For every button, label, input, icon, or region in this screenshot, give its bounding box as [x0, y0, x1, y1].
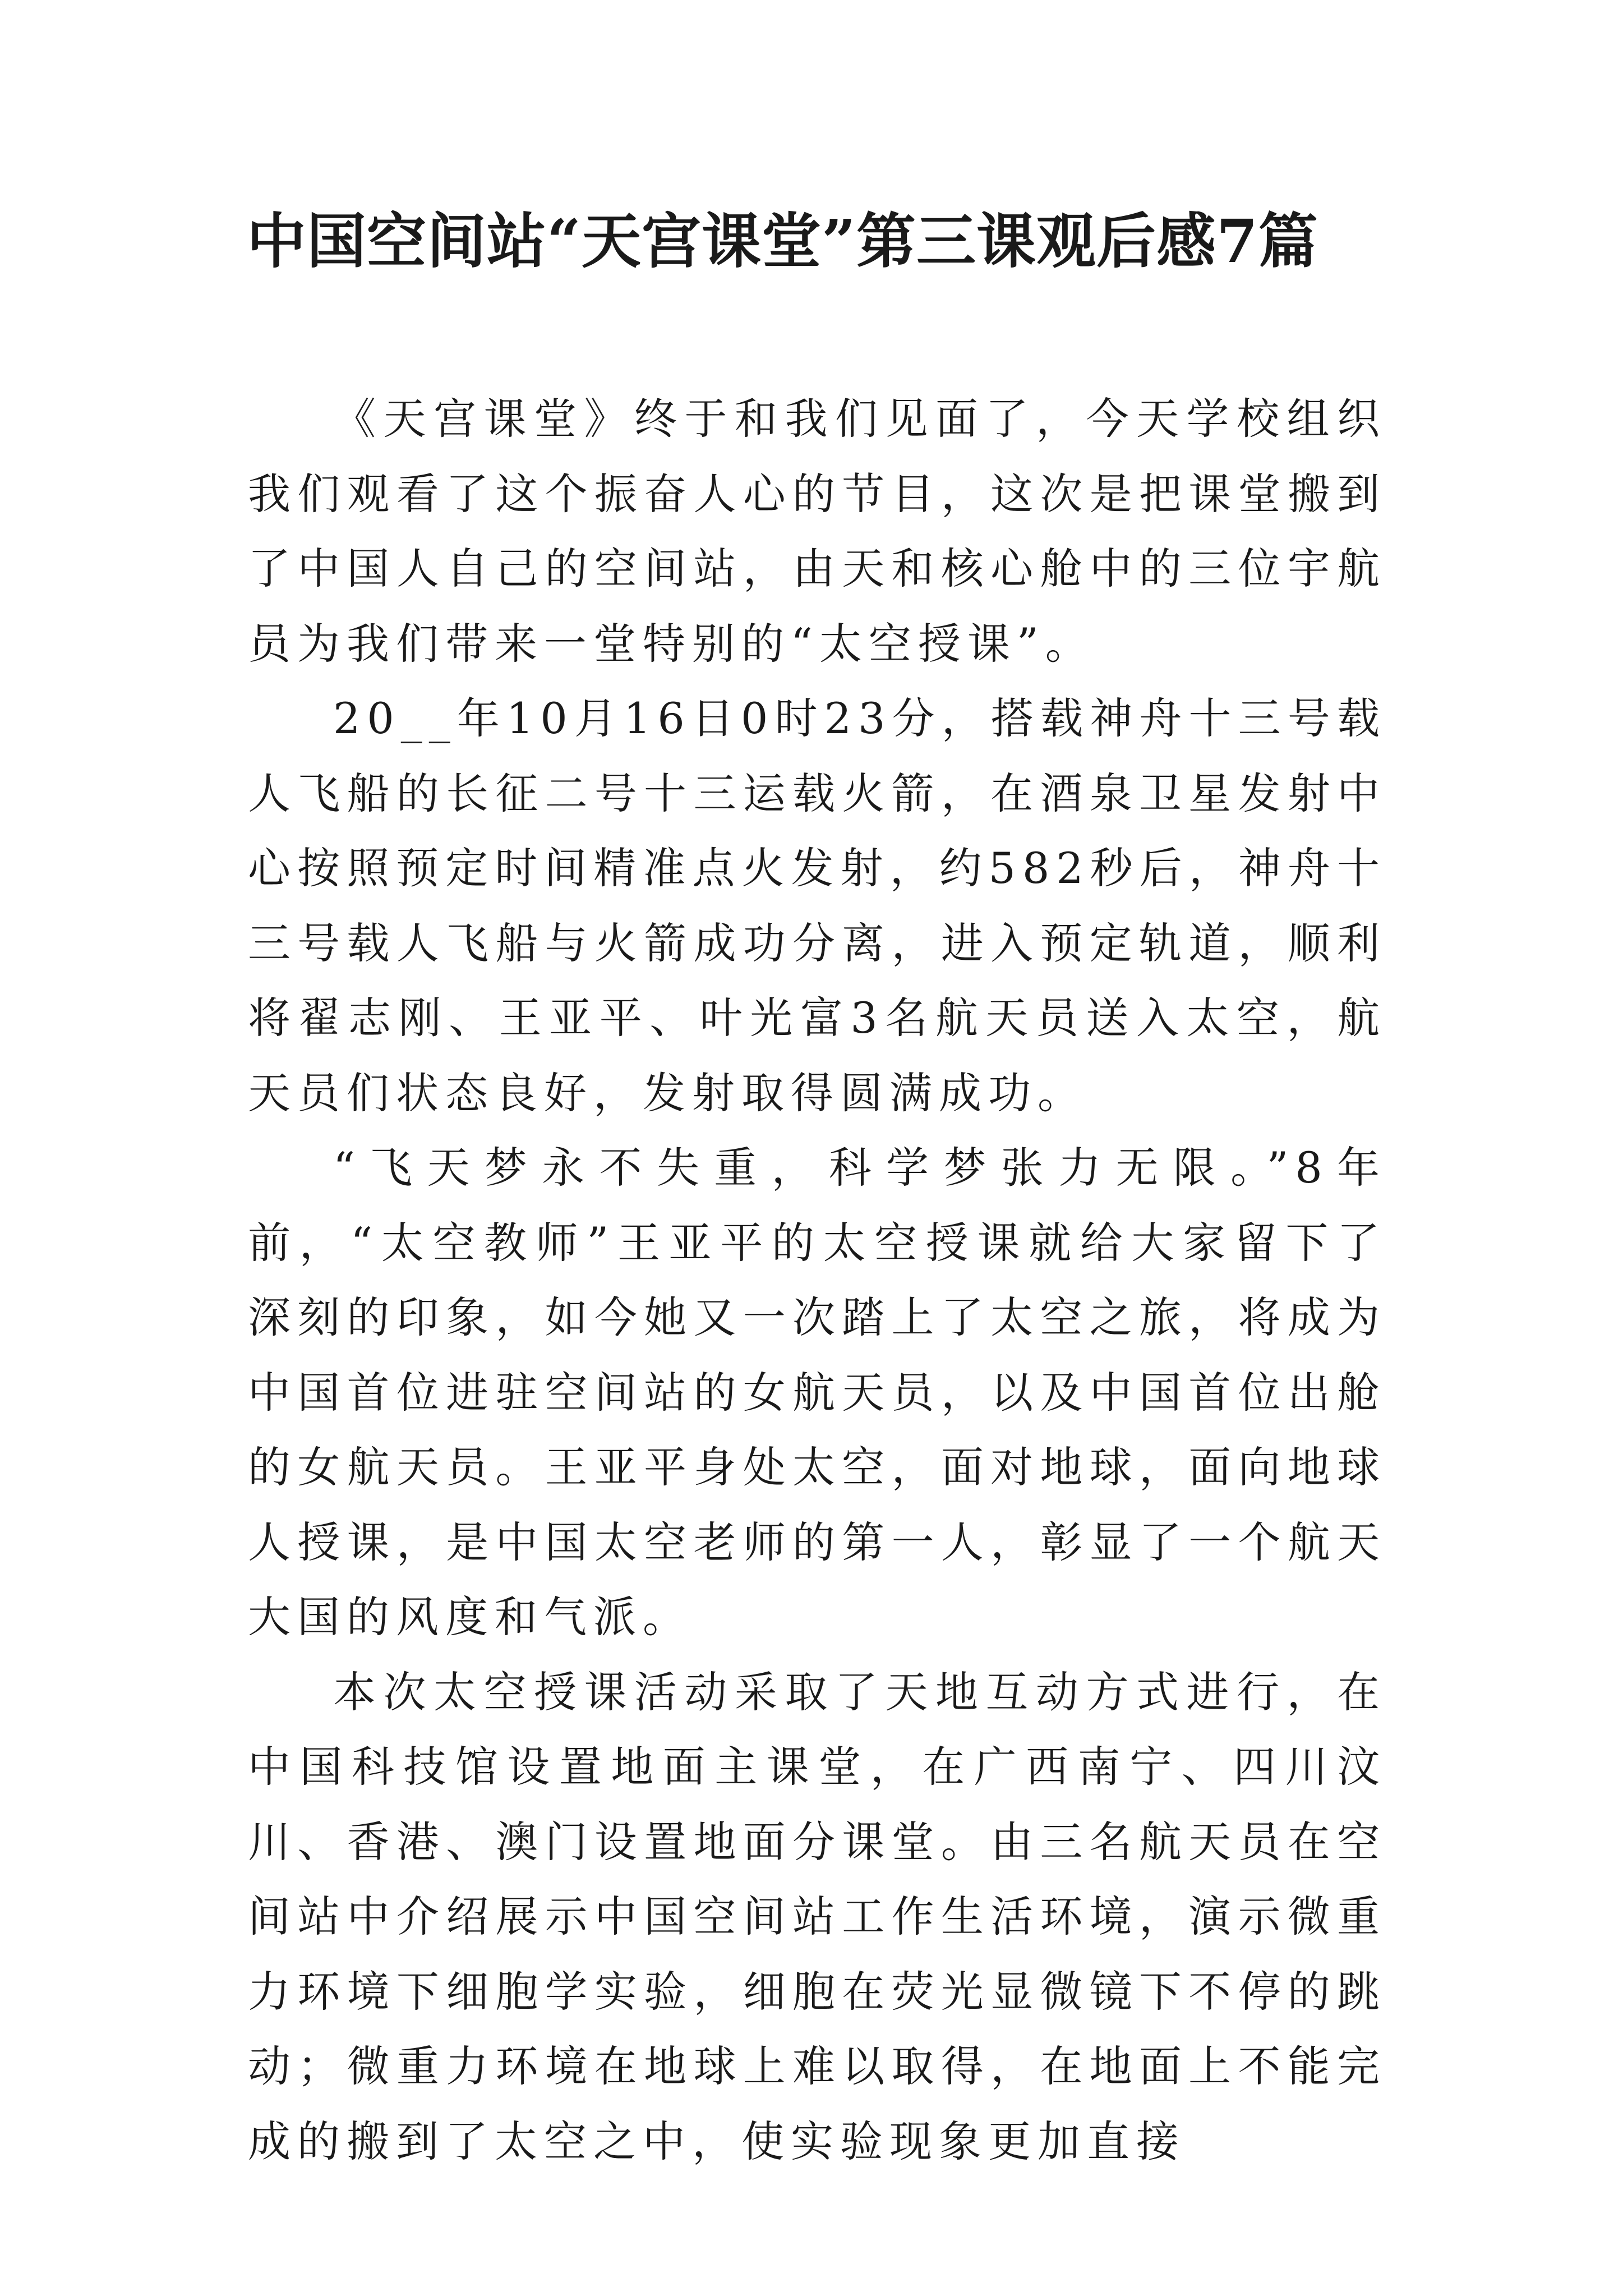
- paragraph-2: 20__年10月16日0时23分，搭载神舟十三号载人飞船的长征二号十三运载火箭，在酒泉卫星发射中心按照预定时间精准点火发射，约582秒后，神舟十三号载人飞船与火箭成功分离，进入预定轨道，顺利将翟志刚、王亚平、叶光富3名航天员送入太空，航天员们状态良好，发射取得圆满成功。: [248, 693, 1386, 1118]
- paragraph-1: 《天宫课堂》终于和我们见面了，今天学校组织我们观看了这个振奋人心的节目，这次是把课堂搬到了中国人自己的空间站，由天和核心舱中的三位宇航员为我们带来一堂特别的“太空授课”。: [248, 394, 1386, 669]
- paragraph-3: “飞天梦永不失重，科学梦张力无限。”8年前，“太空教师”王亚平的太空授课就给大家留下了深刻的印象，如今她又一次踏上了太空之旅，将成为中国首位进驻空间站的女航天员，以及中国首位出舱的女航天员。王亚平身处太空，面对地球，面向地球人授课，是中国太空老师的第一人，彰显了一个航天大国的风度和气派。: [248, 1143, 1386, 1642]
- paragraph-4: 本次太空授课活动采取了天地互动方式进行，在中国科技馆设置地面主课堂，在广西南宁、四川汶川、香港、澳门设置地面分课堂。由三名航天员在空间站中介绍展示中国空间站工作生活环境，演示微重力环境下细胞学实验，细胞在荧光显微镜下不停的跳动；微重力环境在地球上难以取得，在地面上不能完成的搬到了太空之中，使实验现象更加直接: [248, 1667, 1386, 2166]
- document-body: [248, 381, 1386, 2179]
- document-title: 中国空间站“天宫课堂”第三课观后感7篇: [247, 206, 1318, 276]
